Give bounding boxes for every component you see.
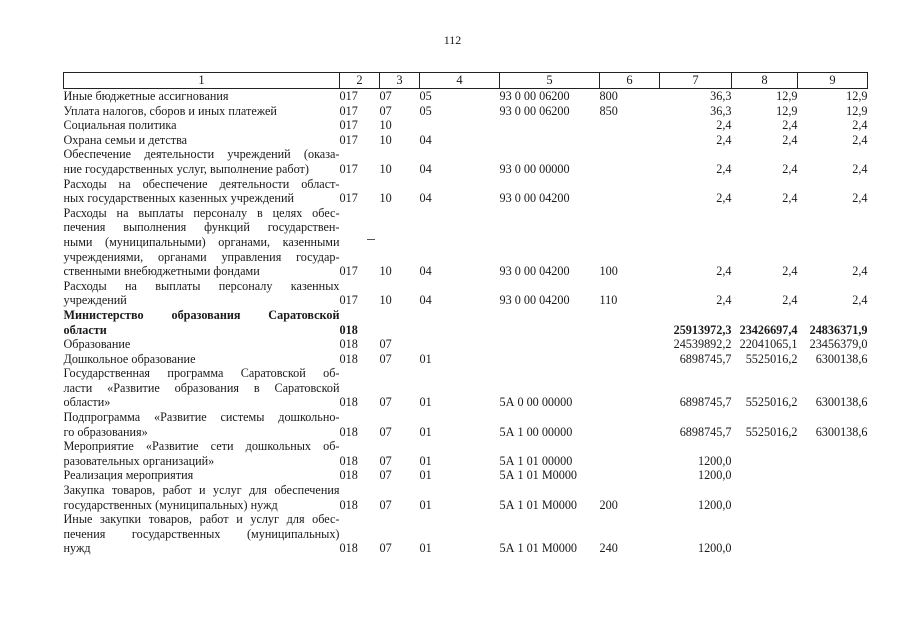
target-article-cell: 93 0 00 04200 bbox=[499, 293, 570, 308]
amount-year3-cell: 6300138,6 bbox=[815, 424, 868, 439]
amount-year1-cell: 2,4 bbox=[716, 118, 732, 133]
expense-type-cell bbox=[600, 352, 660, 367]
expense-type-cell: 850 bbox=[599, 103, 618, 118]
item-name-line: ных государственных казенных учреждений bbox=[63, 191, 294, 206]
subsection-cell bbox=[420, 337, 500, 352]
item-name-cell bbox=[64, 483, 340, 512]
subsection-cell: 04 bbox=[419, 191, 432, 206]
item-name-line: области» bbox=[63, 395, 111, 410]
subsection-cell: 05 bbox=[419, 103, 432, 118]
item-name-cell bbox=[64, 512, 340, 556]
amount-year2-cell: 5525016,2 bbox=[745, 424, 798, 439]
subsection-cell: 04 bbox=[419, 161, 432, 176]
section-cell: 10 bbox=[379, 132, 392, 147]
item-name-line: области bbox=[63, 322, 107, 337]
table-body bbox=[64, 89, 868, 557]
item-name-cell bbox=[64, 133, 340, 148]
amount-year3-cell: 12,9 bbox=[846, 89, 868, 103]
item-name-line: Иные закупки товаров, работ и услуг для обес- bbox=[63, 512, 340, 527]
ministry-code-cell: 018 bbox=[339, 424, 358, 439]
item-name-line: Социальная политика bbox=[63, 118, 177, 133]
item-name-line: ласти «Развитие образования в Саратовской bbox=[63, 380, 340, 395]
header-col-6: 6 bbox=[600, 73, 660, 89]
item-name-line: разовательных организаций» bbox=[63, 453, 215, 468]
expense-type-cell bbox=[600, 410, 660, 439]
budget-table bbox=[63, 72, 868, 556]
amount-year2-cell: 2,4 bbox=[782, 293, 798, 308]
item-name-line: Реализация мероприятия bbox=[63, 468, 194, 483]
header-col-1: 1 bbox=[64, 73, 340, 89]
target-article-cell: 93 0 00 04200 bbox=[499, 264, 570, 279]
amount-year3-cell: 12,9 bbox=[846, 103, 868, 118]
amount-year3-cell bbox=[798, 468, 868, 483]
table-row bbox=[64, 133, 868, 148]
item-name-line: Иные бюджетные ассигнования bbox=[63, 89, 229, 103]
amount-year2-cell: 2,4 bbox=[782, 264, 798, 279]
amount-year2-cell bbox=[732, 512, 798, 556]
section-cell: 07 bbox=[379, 337, 392, 352]
subsection-cell: 01 bbox=[419, 351, 432, 366]
subsection-cell: 01 bbox=[419, 424, 432, 439]
expense-type-cell: 200 bbox=[599, 497, 618, 512]
expense-type-cell bbox=[600, 133, 660, 148]
header-col-3: 3 bbox=[380, 73, 420, 89]
item-name-cell bbox=[64, 468, 340, 483]
target-article-cell: 5А 1 01 00000 bbox=[499, 453, 573, 468]
item-name-line: Расходы на выплаты персоналу в целях обес- bbox=[63, 205, 340, 220]
expense-type-cell bbox=[600, 147, 660, 176]
column-number-header bbox=[64, 73, 868, 89]
table-row bbox=[64, 410, 868, 439]
item-name-line: ными (муниципальными) органами, казенными bbox=[63, 234, 340, 249]
table-row bbox=[64, 366, 868, 410]
amount-year2-cell: 12,9 bbox=[776, 89, 798, 103]
section-cell: 10 bbox=[379, 293, 392, 308]
header-col-5: 5 bbox=[500, 73, 600, 89]
amount-year1-cell: 2,4 bbox=[716, 132, 732, 147]
target-article-cell bbox=[500, 337, 600, 352]
section-cell: 07 bbox=[379, 395, 392, 410]
header-col-4: 4 bbox=[420, 73, 500, 89]
expense-type-cell bbox=[600, 337, 660, 352]
subsection-cell bbox=[420, 308, 500, 337]
ministry-code-cell: 017 bbox=[339, 191, 358, 206]
table-row bbox=[64, 118, 868, 133]
section-cell: 07 bbox=[379, 468, 392, 483]
target-article-cell bbox=[500, 308, 600, 337]
ministry-code-cell: 017 bbox=[339, 264, 358, 279]
amount-year3-cell: 6300138,6 bbox=[815, 395, 868, 410]
table-row bbox=[64, 352, 868, 367]
item-name-line: Охрана семьи и детства bbox=[63, 132, 188, 147]
ministry-code-cell: 017 bbox=[339, 293, 358, 308]
item-name-line: го образования» bbox=[63, 424, 148, 439]
item-name-cell bbox=[64, 206, 340, 279]
section-cell: 07 bbox=[379, 497, 392, 512]
target-article-cell bbox=[500, 352, 600, 367]
table-row bbox=[64, 147, 868, 176]
amount-year3-cell: 2,4 bbox=[852, 191, 868, 206]
section-cell: 10 bbox=[379, 264, 392, 279]
amount-year1-cell: 2,4 bbox=[716, 293, 732, 308]
ministry-code-cell: 017 bbox=[339, 132, 358, 147]
ministry-code-cell: 017 bbox=[339, 103, 358, 118]
amount-year2-cell: 22041065,1 bbox=[739, 337, 798, 352]
table-row bbox=[64, 177, 868, 206]
table-row bbox=[64, 279, 868, 308]
item-name-line: Государственная программа Саратовской об- bbox=[63, 366, 340, 381]
amount-year3-cell bbox=[798, 439, 868, 468]
header-col-8: 8 bbox=[732, 73, 798, 89]
amount-year3-cell: 2,4 bbox=[852, 264, 868, 279]
expense-type-cell bbox=[600, 468, 660, 483]
subsection-cell: 01 bbox=[419, 497, 432, 512]
amount-year2-cell: 12,9 bbox=[776, 103, 798, 118]
ministry-code-cell: 017 bbox=[339, 89, 358, 103]
table-row bbox=[64, 483, 868, 512]
amount-year1-cell: 1200,0 bbox=[697, 468, 732, 483]
subsection-cell: 04 bbox=[419, 132, 432, 147]
item-name-cell bbox=[64, 147, 340, 176]
amount-year2-cell bbox=[732, 483, 798, 512]
amount-year3-cell: 2,4 bbox=[852, 161, 868, 176]
section-cell: 07 bbox=[379, 424, 392, 439]
ministry-code-cell: 018 bbox=[339, 337, 358, 352]
expense-type-cell bbox=[600, 118, 660, 133]
amount-year1-cell: 36,3 bbox=[710, 103, 732, 118]
ministry-code-cell: 018 bbox=[339, 497, 358, 512]
scan-mark bbox=[367, 239, 375, 240]
item-name-line: Министерство образования Саратовской bbox=[63, 307, 340, 322]
subsection-cell bbox=[420, 118, 500, 133]
target-article-cell: 93 0 00 06200 bbox=[499, 103, 570, 118]
item-name-cell bbox=[64, 308, 340, 337]
amount-year1-cell: 2,4 bbox=[716, 191, 732, 206]
item-name-cell bbox=[64, 439, 340, 468]
amount-year1-cell: 25913972,3 bbox=[673, 322, 732, 337]
section-cell bbox=[380, 308, 420, 337]
target-article-cell: 93 0 00 00000 bbox=[499, 161, 570, 176]
item-name-line: учреждениями, органами управления государ- bbox=[63, 249, 340, 264]
header-col-2: 2 bbox=[340, 73, 380, 89]
item-name-cell bbox=[64, 177, 340, 206]
amount-year1-cell: 6898745,7 bbox=[679, 351, 732, 366]
item-name-cell bbox=[64, 337, 340, 352]
target-article-cell bbox=[500, 118, 600, 133]
amount-year1-cell: 6898745,7 bbox=[679, 395, 732, 410]
item-name-line: нужд bbox=[63, 541, 91, 556]
amount-year1-cell: 1200,0 bbox=[697, 541, 732, 556]
item-name-line: Дошкольное образование bbox=[63, 351, 196, 366]
item-name-line: Мероприятие «Развитие сети дошкольных об- bbox=[63, 439, 340, 454]
table-row bbox=[64, 512, 868, 556]
target-article-cell: 93 0 00 04200 bbox=[499, 191, 570, 206]
subsection-cell: 01 bbox=[419, 468, 432, 483]
expense-type-cell: 240 bbox=[599, 541, 618, 556]
target-article-cell: 93 0 00 06200 bbox=[499, 89, 570, 103]
item-name-line: Расходы на обеспечение деятельности област- bbox=[63, 176, 340, 191]
ministry-code-cell: 018 bbox=[339, 322, 358, 337]
ministry-code-cell: 017 bbox=[339, 161, 358, 176]
header-col-7: 7 bbox=[660, 73, 732, 89]
ministry-code-cell: 018 bbox=[339, 453, 358, 468]
amount-year3-cell: 2,4 bbox=[852, 293, 868, 308]
item-name-line: учреждений bbox=[63, 293, 127, 308]
expense-type-cell bbox=[600, 439, 660, 468]
amount-year1-cell: 2,4 bbox=[716, 161, 732, 176]
amount-year2-cell: 2,4 bbox=[782, 161, 798, 176]
item-name-cell bbox=[64, 410, 340, 439]
target-article-cell: 5А 1 01 М0000 bbox=[499, 541, 578, 556]
section-cell: 07 bbox=[379, 541, 392, 556]
ministry-code-cell: 018 bbox=[339, 395, 358, 410]
ministry-code-cell: 018 bbox=[339, 468, 358, 483]
subsection-cell: 05 bbox=[419, 89, 432, 103]
item-name-line: Закупка товаров, работ и услуг для обеспечения bbox=[63, 483, 340, 498]
section-cell: 07 bbox=[379, 351, 392, 366]
target-article-cell: 5А 1 01 М0000 bbox=[499, 468, 578, 483]
section-cell: 07 bbox=[379, 89, 392, 103]
table-row bbox=[64, 308, 868, 337]
subsection-cell: 04 bbox=[419, 293, 432, 308]
expense-type-cell bbox=[600, 366, 660, 410]
amount-year1-cell: 36,3 bbox=[710, 89, 732, 103]
item-name-line: печения выполнения функций государствен- bbox=[63, 220, 340, 235]
amount-year1-cell: 2,4 bbox=[716, 264, 732, 279]
section-cell: 10 bbox=[379, 191, 392, 206]
target-article-cell: 5А 1 01 М0000 bbox=[499, 497, 578, 512]
amount-year2-cell: 2,4 bbox=[782, 191, 798, 206]
amount-year2-cell: 2,4 bbox=[782, 132, 798, 147]
subsection-cell: 01 bbox=[419, 395, 432, 410]
amount-year1-cell: 1200,0 bbox=[697, 453, 732, 468]
table-row bbox=[64, 206, 868, 279]
target-article-cell: 5А 1 00 00000 bbox=[499, 424, 573, 439]
item-name-cell bbox=[64, 279, 340, 308]
amount-year2-cell: 23426697,4 bbox=[739, 322, 798, 337]
section-cell: 10 bbox=[379, 118, 392, 133]
target-article-cell bbox=[500, 133, 600, 148]
amount-year2-cell: 5525016,2 bbox=[745, 351, 798, 366]
ministry-code-cell: 017 bbox=[339, 118, 358, 133]
amount-year3-cell: 23456379,0 bbox=[809, 337, 868, 352]
expense-type-cell: 800 bbox=[599, 89, 618, 103]
table-row bbox=[64, 439, 868, 468]
section-cell: 07 bbox=[379, 453, 392, 468]
table-row bbox=[64, 89, 868, 104]
amount-year3-cell: 24836371,9 bbox=[809, 322, 868, 337]
item-name-line: Обеспечение деятельности учреждений (оказа- bbox=[63, 147, 340, 162]
amount-year2-cell: 2,4 bbox=[782, 118, 798, 133]
expense-type-cell: 110 bbox=[599, 293, 618, 308]
item-name-line: ние государственных услуг, выполнение работ) bbox=[63, 161, 309, 176]
expense-type-cell bbox=[600, 308, 660, 337]
amount-year3-cell: 2,4 bbox=[852, 132, 868, 147]
item-name-cell bbox=[64, 352, 340, 367]
table-row bbox=[64, 468, 868, 483]
table-row bbox=[64, 337, 868, 352]
item-name-cell bbox=[64, 89, 340, 104]
amount-year1-cell: 6898745,7 bbox=[679, 424, 732, 439]
subsection-cell: 01 bbox=[419, 541, 432, 556]
target-article-cell: 5А 0 00 00000 bbox=[499, 395, 573, 410]
item-name-cell bbox=[64, 118, 340, 133]
page-number: 112 bbox=[443, 33, 462, 47]
expense-type-cell bbox=[600, 177, 660, 206]
item-name-cell bbox=[64, 104, 340, 119]
table-row bbox=[64, 104, 868, 119]
amount-year2-cell bbox=[732, 468, 798, 483]
amount-year3-cell: 2,4 bbox=[852, 118, 868, 133]
item-name-line: Уплата налогов, сборов и иных платежей bbox=[63, 103, 277, 118]
ministry-code-cell: 018 bbox=[339, 541, 358, 556]
amount-year3-cell bbox=[798, 483, 868, 512]
amount-year3-cell: 6300138,6 bbox=[815, 351, 868, 366]
ministry-code-cell: 018 bbox=[339, 351, 358, 366]
amount-year2-cell: 5525016,2 bbox=[745, 395, 798, 410]
amount-year2-cell bbox=[732, 439, 798, 468]
amount-year3-cell bbox=[798, 512, 868, 556]
section-cell: 07 bbox=[379, 103, 392, 118]
item-name-line: печения государственных (муниципальных) bbox=[63, 526, 340, 541]
expense-type-cell: 100 bbox=[599, 264, 618, 279]
item-name-line: ственными внебюджетными фондами bbox=[63, 264, 260, 279]
section-cell: 10 bbox=[379, 161, 392, 176]
item-name-line: государственных (муниципальных) нужд bbox=[63, 497, 278, 512]
item-name-line: Подпрограмма «Развитие системы дошкольно- bbox=[63, 410, 340, 425]
subsection-cell: 04 bbox=[419, 264, 432, 279]
header-col-9: 9 bbox=[798, 73, 868, 89]
amount-year1-cell: 24539892,2 bbox=[673, 337, 732, 352]
item-name-cell bbox=[64, 366, 340, 410]
item-name-line: Расходы на выплаты персоналу казенных bbox=[63, 278, 340, 293]
subsection-cell: 01 bbox=[419, 453, 432, 468]
item-name-line: Образование bbox=[63, 337, 131, 352]
amount-year1-cell: 1200,0 bbox=[697, 497, 732, 512]
